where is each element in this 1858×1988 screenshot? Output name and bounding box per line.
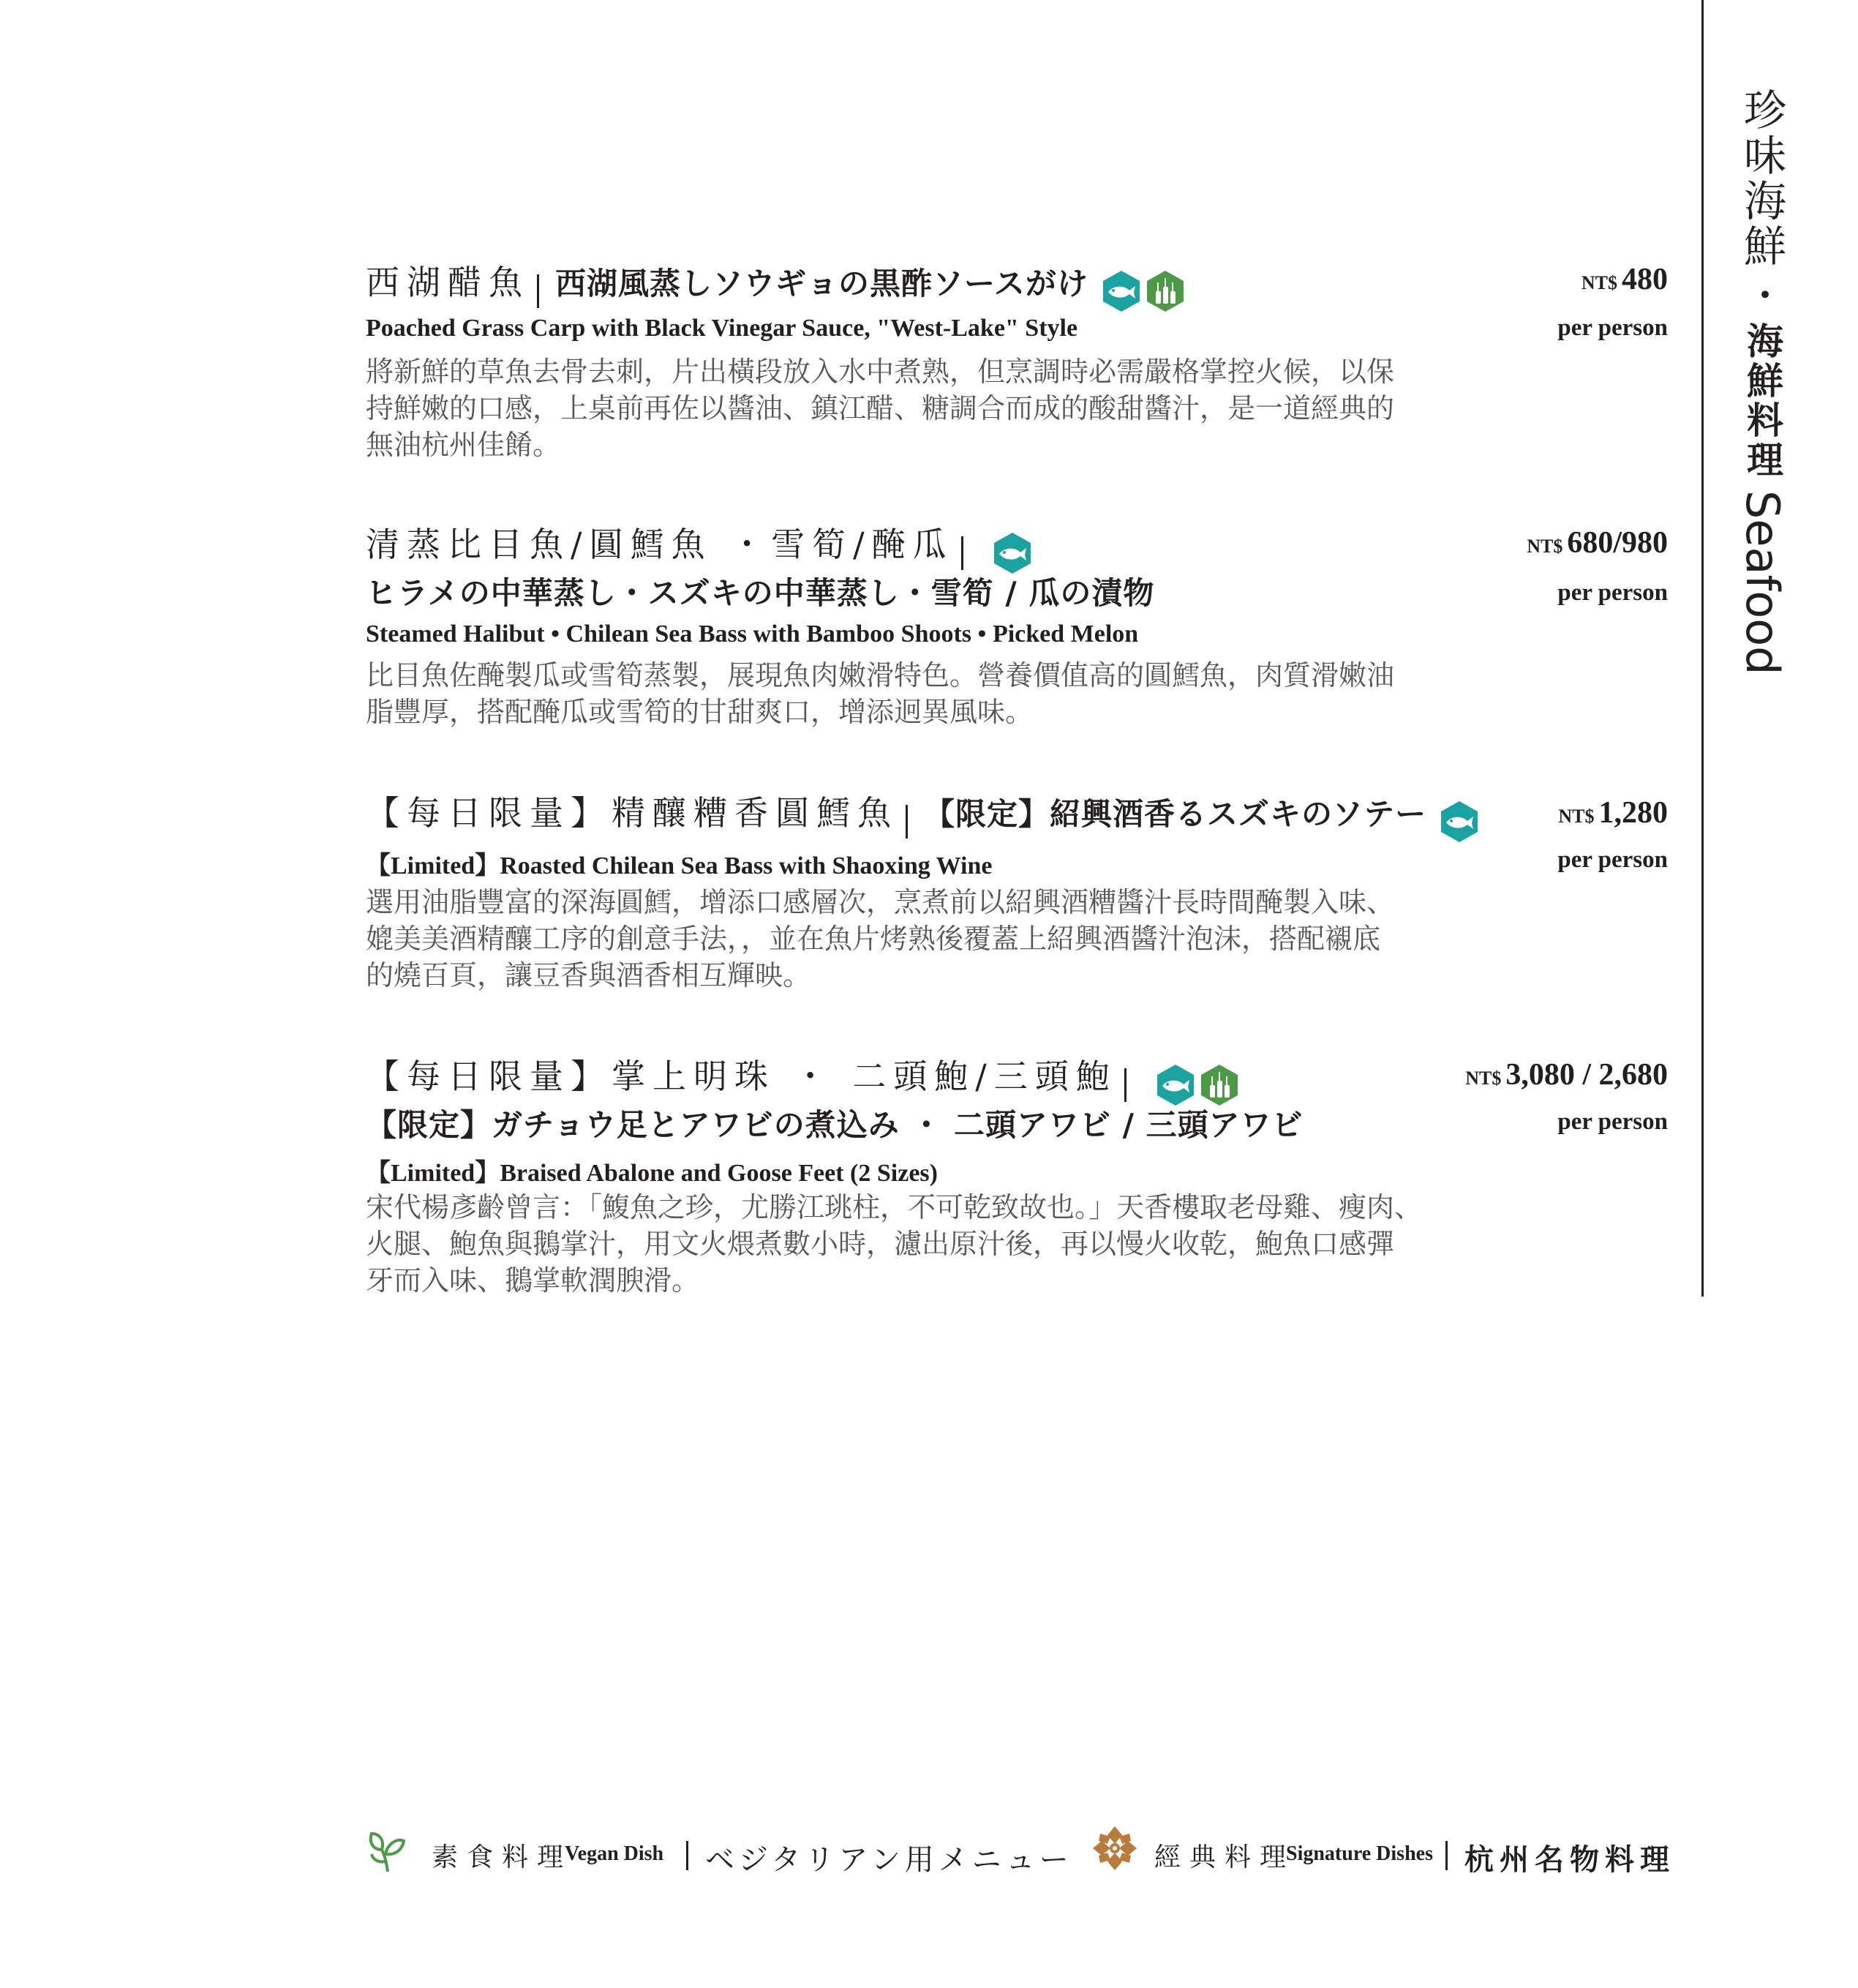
description-line: 將新鮮的草魚去骨去刺，片出橫段放入水中煮熟，但烹調時必需嚴格掌控火候，以保: [366, 356, 1395, 388]
dish-item: [366, 1050, 1668, 1299]
description-line: 無油杭州佳餚。: [366, 429, 561, 461]
title-separator: [1124, 1068, 1127, 1102]
dish-name-japanese: 【限定】ガチョウ足とアワビの煮込み ・ 二頭アワビ / 三頭アワビ: [366, 1107, 1304, 1143]
section-title-english: [1736, 490, 1792, 675]
fish-icon: [1155, 1063, 1196, 1107]
vegetarian-icon: [1199, 1063, 1240, 1107]
dish-name-japanese: ヒラメの中華蒸し・スズキの中華蒸し・雪筍 / 瓜の漬物: [366, 575, 1155, 611]
section-title-char: 珍: [1743, 86, 1786, 135]
legend-footer: [366, 1822, 1675, 1880]
section-title-char: 鮮: [1743, 222, 1786, 271]
vegetarian-icon: [1145, 269, 1186, 313]
dish-name-english: 【Limited】Braised Abalone and Goose Feet (2 Sizes): [366, 1160, 938, 1187]
dish-item: [366, 787, 1668, 1006]
dish-title-row: [366, 1050, 1240, 1107]
dish-name-chinese: 【每日限量】掌上明珠 ・ 二頭鮑/三頭鮑: [366, 1057, 1117, 1096]
dish-name-japanese: 【限定】紹興酒香るスズキのソテー: [924, 796, 1427, 832]
dish-item: [366, 518, 1668, 738]
price-unit: per person: [1557, 315, 1668, 341]
dish-name-chinese: 【每日限量】精釀糟香圓鱈魚: [366, 793, 898, 833]
legend-vegan-japanese: ベジタリアン用メニュー: [705, 1843, 1073, 1877]
price-currency: NT$: [1581, 272, 1617, 293]
section-title-char: 海: [1743, 176, 1786, 226]
legend-signature-chinese: 經典料理: [1154, 1842, 1295, 1872]
dish-title-row: [366, 256, 1186, 313]
dish-price: [1558, 795, 1668, 830]
title-separator: [537, 274, 539, 308]
price-amount: 1,280: [1598, 796, 1668, 830]
title-separator: [961, 536, 963, 570]
dish-name-japanese: 西湖風蒸しソウギョの黒酢ソースがけ: [555, 266, 1088, 301]
description-line: 媲美美酒精釀工序的創意手法，，並在魚片烤熟後覆蓋上紹興酒醬汁泡沫，搭配襯底: [366, 923, 1381, 955]
section-subtitle-char: 料: [1747, 399, 1783, 442]
price-currency: NT$: [1465, 1068, 1502, 1089]
dish-description: [366, 353, 1463, 463]
vegan-leaf-icon: [366, 1828, 407, 1875]
section-title-char: 味: [1743, 131, 1786, 181]
description-line: 火腿、鮑魚與鵝掌汁，用文火煨煮數小時，濾出原汁後，再以慢火收乾，鮑魚口感彈: [366, 1228, 1395, 1260]
dish-price: [1527, 525, 1668, 560]
dish-description: [366, 1189, 1463, 1299]
dish-title-row: [366, 787, 1480, 844]
dish-item: [366, 256, 1668, 476]
legend-signature-english: Signature Dishes: [1286, 1842, 1433, 1865]
legend-signature-japanese: 杭州名物料理: [1464, 1842, 1675, 1877]
dish-price: [1581, 262, 1668, 297]
section-subtitle-char: 鮮: [1747, 359, 1783, 402]
dish-description: [366, 884, 1463, 994]
dish-name-english: Poached Grass Carp with Black Vinegar Sauce, "West-Lake" Style: [366, 315, 1078, 342]
legend-vegan-chinese: 素食料理: [432, 1842, 573, 1872]
legend-separator: [686, 1841, 688, 1870]
section-subtitle-char: 理: [1747, 438, 1783, 481]
dish-badges: [1439, 800, 1480, 844]
dish-description: [366, 657, 1463, 730]
fish-icon: [1439, 800, 1480, 844]
description-line: 脂豐厚，搭配醃瓜或雪筍的甘甜爽口，增添迥異風味。: [366, 696, 1034, 728]
legend-separator: [1445, 1841, 1448, 1870]
dish-name-english: Steamed Halibut • Chilean Sea Bass with Bamboo Shoots • Picked Melon: [366, 620, 1139, 648]
dish-name-chinese: 西湖醋魚: [366, 263, 530, 302]
dish-name-english: 【Limited】Roasted Chilean Sea Bass with Shaoxing Wine: [366, 852, 993, 879]
section-title-dot: ・: [1748, 276, 1782, 315]
sidebar-divider: [1701, 0, 1704, 1297]
description-line: 選用油脂豐富的深海圓鱈，增添口感層次，烹煮前以紹興酒糟醬汁長時間醃製入味、: [366, 886, 1395, 918]
price-unit: per person: [1557, 847, 1668, 873]
price-unit: per person: [1557, 579, 1668, 606]
description-line: 持鮮嫩的口感，上桌前再佐以醬油、鎮江醋、糖調合而成的酸甜醬汁，是一道經典的: [366, 392, 1395, 424]
description-line: 牙而入味、鵝掌軟潤腴滑。: [366, 1264, 700, 1297]
price-currency: NT$: [1527, 536, 1563, 557]
price-amount: 3,080 / 2,680: [1505, 1058, 1668, 1092]
dish-badges: [992, 531, 1033, 575]
dish-badges: [1155, 1063, 1240, 1107]
fish-icon: [992, 531, 1033, 575]
fish-icon: [1101, 269, 1142, 313]
section-title-english-text: Seafood: [1736, 490, 1789, 675]
description-line: 宋代楊彥齡曾言：「鰒魚之珍，尤勝江珧柱，不可乾致故也。」天香樓取老母雞、瘦肉、: [366, 1191, 1423, 1223]
price-amount: 680/980: [1567, 526, 1668, 560]
section-subtitle-char: 海: [1747, 320, 1783, 363]
price-amount: 480: [1622, 263, 1668, 296]
legend-vegan-english: Vegan Dish: [565, 1842, 664, 1865]
dish-title-row: [366, 518, 1033, 575]
title-separator: [906, 805, 908, 839]
dish-badges: [1101, 269, 1186, 313]
description-line: 的燒百頁，讓豆香與酒香相互輝映。: [366, 959, 811, 991]
dish-name-chinese: 清蒸比目魚/圓鱈魚 ・雪筍/醃瓜: [366, 525, 954, 564]
section-title: [1739, 88, 1791, 480]
price-currency: NT$: [1558, 806, 1595, 827]
description-line: 比目魚佐醃製瓜或雪筍蒸製，展現魚肉嫩滑特色。營養價值高的圓鱈魚，肉質滑嫩油: [366, 659, 1395, 691]
dish-price: [1465, 1057, 1668, 1092]
price-unit: per person: [1557, 1109, 1668, 1135]
signature-flower-icon: [1091, 1825, 1138, 1872]
